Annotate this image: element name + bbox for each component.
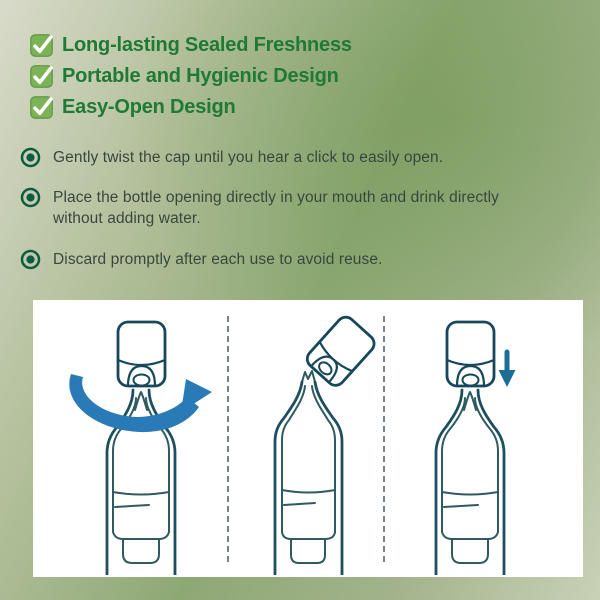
bottle-press-down-illustration xyxy=(378,302,548,575)
instruction-text: Gently twist the cap until you hear a click to easily open. xyxy=(53,149,444,166)
feature-item xyxy=(30,95,236,119)
green-checkbox-icon xyxy=(30,65,53,88)
bottle-inner-lines xyxy=(442,392,498,563)
dashed-divider xyxy=(227,316,229,562)
feature-item xyxy=(30,33,352,57)
bottle-outline xyxy=(275,382,342,575)
feature-item xyxy=(30,64,339,88)
green-checkbox-icon xyxy=(30,96,53,119)
green-checkbox-icon xyxy=(30,34,53,57)
bottle-cap xyxy=(447,322,494,386)
bottle-inner-lines xyxy=(282,371,335,563)
instruction-text: Place the bottle opening directly in your mouth and drink directly without adding water. xyxy=(53,189,500,227)
radio-bullet-icon xyxy=(20,187,41,208)
feature-label: Portable and Hygienic Design xyxy=(62,64,339,87)
instruction-text: Discard promptly after each use to avoid reuse. xyxy=(53,251,383,268)
instruction-item xyxy=(20,187,503,229)
bottle-twist-cap-illustration xyxy=(49,302,219,575)
down-arrow-icon xyxy=(499,352,516,387)
feature-label: Easy-Open Design xyxy=(62,95,236,118)
bottle-cap xyxy=(118,322,165,386)
bottle-outline xyxy=(436,390,504,575)
radio-bullet-icon xyxy=(20,147,41,168)
instruction-item xyxy=(20,147,443,168)
feature-label: Long-lasting Sealed Freshness xyxy=(62,33,352,56)
radio-bullet-icon xyxy=(20,249,41,270)
instruction-item xyxy=(20,249,383,270)
usage-steps-panel xyxy=(33,300,583,577)
